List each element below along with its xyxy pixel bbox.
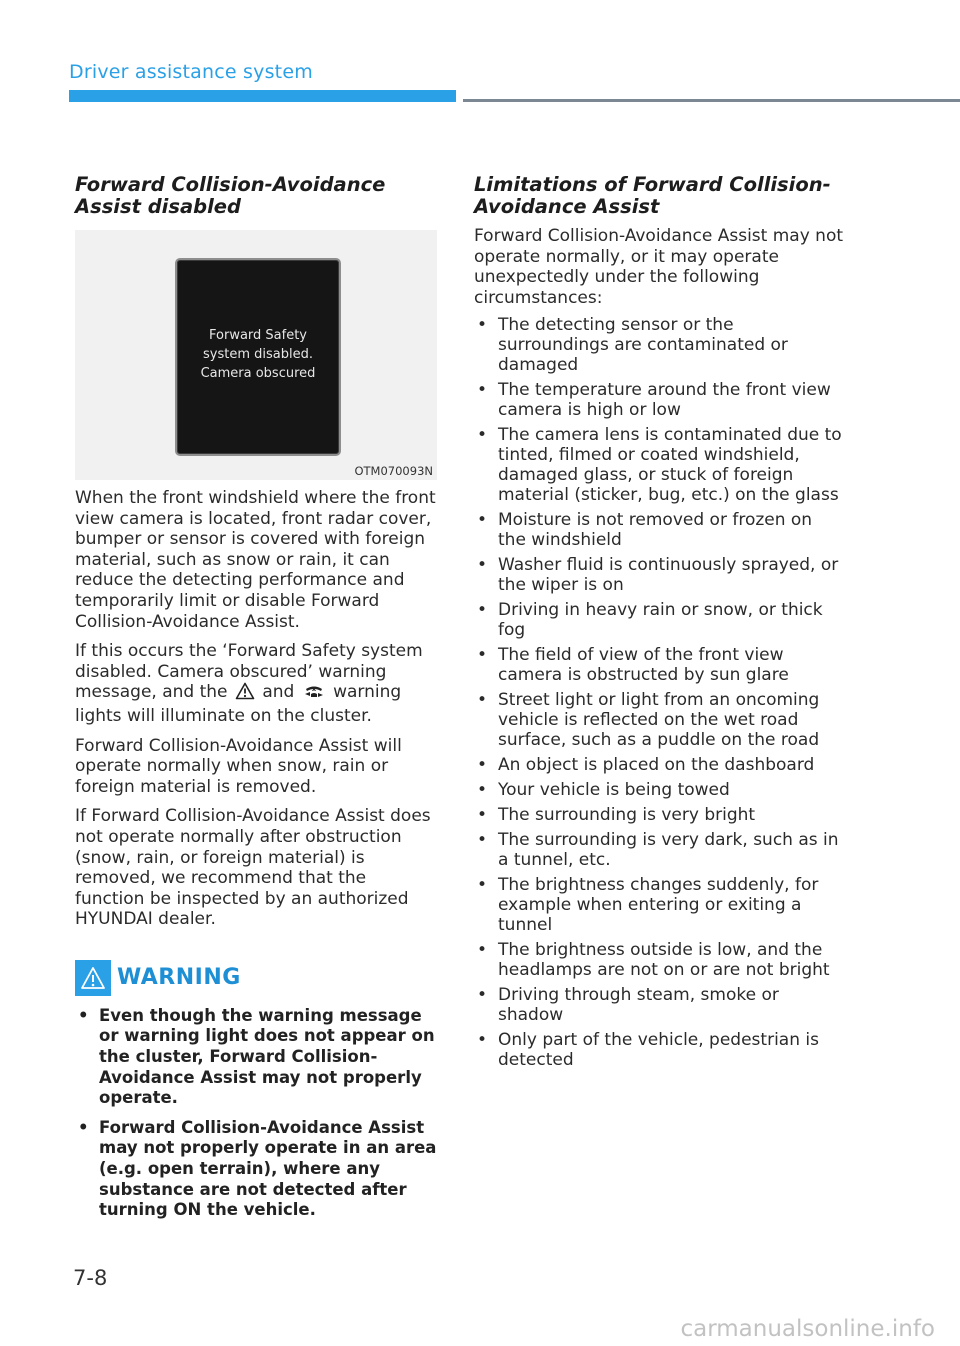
- right-column: [474, 174, 844, 1075]
- limitation-item: • An object is placed on the dashboard: [474, 755, 844, 775]
- figure-code: OTM070093N: [354, 464, 433, 478]
- section-header-title: Driver assistance system: [69, 61, 313, 83]
- limitation-item: • The camera lens is contaminated due to tinted, filmed or coated windshield, damaged glass, or stuck of foreign material (sticker, bug, etc.) on the glass: [474, 425, 844, 505]
- cluster-screen: [175, 258, 341, 456]
- warning-label: WARNING: [117, 965, 241, 991]
- fca-disabled-heading: Forward Collision-Avoidance Assist disabled: [75, 173, 386, 218]
- limitation-item: • Only part of the vehicle, pedestrian is detected: [474, 1030, 844, 1070]
- limitations-heading: Limitations of Forward Collision-Avoidance Assist: [474, 173, 831, 218]
- limitation-item: • The field of view of the front view camera is obstructed by sun glare: [474, 645, 844, 685]
- warning-list: [75, 1006, 437, 1221]
- paragraph-warning-lights: [75, 641, 437, 726]
- limitation-item: • Driving in heavy rain or snow, or thick fog: [474, 600, 844, 640]
- cluster-message-figure: [75, 230, 437, 480]
- paragraph-dealer-inspection: If Forward Collision-Avoidance Assist does not operate normally after obstruction (snow, rain, or foreign material) is removed, we recommend that the function be inspected by an authorized HYUNDAI dealer.: [75, 806, 431, 930]
- page-number: 7-8: [73, 1266, 108, 1290]
- warning-lights-text-after: warning lights will illuminate on the cluster.: [75, 682, 402, 726]
- watermark: carmanualsonline.info: [680, 1316, 935, 1342]
- limitation-item: • Your vehicle is being towed: [474, 780, 844, 800]
- paragraph-cause: When the front windshield where the front view camera is located, front radar cover, bumper or sensor is covered with foreign material, such as snow or rain, it can reduce the detecting performance and temporarily limit or disable Forward Collision-Avoidance Assist.: [75, 488, 436, 632]
- limitation-item: • Washer fluid is continuously sprayed, or the wiper is on: [474, 555, 844, 595]
- warning-header: [75, 960, 437, 996]
- limitation-item: • The temperature around the front view camera is high or low: [474, 380, 844, 420]
- forward-collision-warning-icon: [302, 682, 326, 706]
- warning-badge-icon: [75, 960, 111, 996]
- limitation-item: • The detecting sensor or the surroundings are contaminated or damaged: [474, 315, 844, 375]
- limitation-item: • Driving through steam, smoke or shadow: [474, 985, 844, 1025]
- warning-item: • Even though the warning message or warning light does not appear on the cluster, Forward Collision-Avoidance Assist may not properly operate.: [75, 1006, 437, 1109]
- limitation-item: • Moisture is not removed or frozen on the windshield: [474, 510, 844, 550]
- limitations-list: [474, 315, 844, 1070]
- limitation-item: • The brightness outside is low, and the headlamps are not on or are not bright: [474, 940, 844, 980]
- limitation-item: • Street light or light from an oncoming vehicle is reflected on the wet road surface, such as a puddle on the road: [474, 690, 844, 750]
- cluster-warning-message: Forward Safety system disabled. Camera obscured: [200, 328, 316, 381]
- limitations-intro: Forward Collision-Avoidance Assist may not operate normally, or it may operate unexpectedly under the following circumstances:: [474, 226, 844, 308]
- warning-lights-text-before: If this occurs the ‘Forward Safety system disabled. Camera obscured’ warning message, and the: [75, 641, 423, 703]
- limitation-item: • The surrounding is very bright: [474, 805, 844, 825]
- warning-lights-text-middle: and: [262, 682, 295, 703]
- warning-triangle-icon: [235, 682, 255, 706]
- limitation-item: • The surrounding is very dark, such as in a tunnel, etc.: [474, 830, 844, 870]
- paragraph-normal-operation: Forward Collision-Avoidance Assist will operate normally when snow, rain or foreign material is removed.: [75, 735, 402, 797]
- header-rule-grey: [463, 99, 960, 102]
- limitation-item: • The brightness changes suddenly, for example when entering or exiting a tunnel: [474, 875, 844, 935]
- header-rule-blue: [69, 90, 456, 102]
- warning-item: • Forward Collision-Avoidance Assist may not properly operate in an area (e.g. open terrain), where any substance are not detected after turning ON the vehicle.: [75, 1118, 437, 1221]
- left-column: [75, 174, 437, 1230]
